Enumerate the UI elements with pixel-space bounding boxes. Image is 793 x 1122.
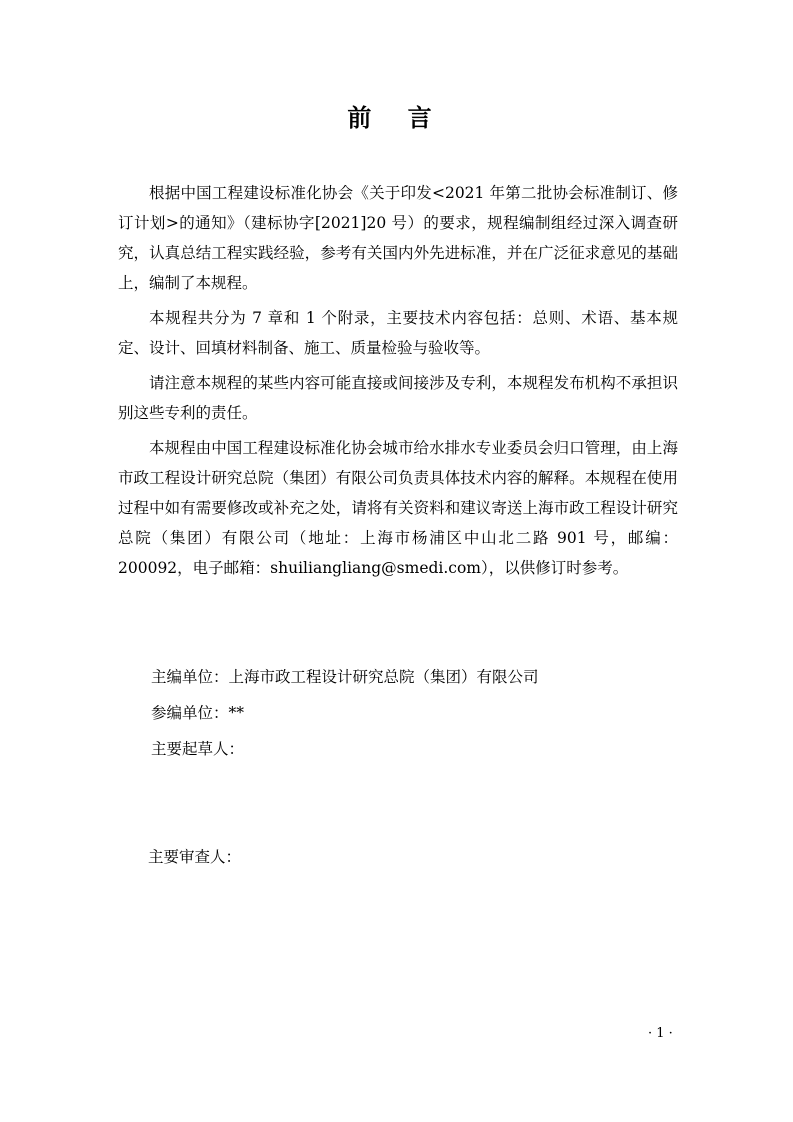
paragraph-management: 本规程由中国工程建设标准化协会城市给水排水专业委员会归口管理，由上海市政工程设计研究总院（集团）有限公司负责具体技术内容的解释。本规程在使用过程中如有需要修改或补充之处，请将有关资料和建议寄送上海市政工程设计研究总院（集团）有限公司（地址：上海市杨浦区中山北二路 901 号，邮编：200092，电子邮箱：shuiliangliang@smedi.com），以供修订时参考。 [118,439,678,577]
main-reviewers: 主要审查人： [148,848,242,866]
paragraph-basis: 根据中国工程建设标准化协会《关于印发<2021 年第二批协会标准制订、修订计划>的通知》（建标协字[2021]20 号）的要求，规程编制组经过深入调查研究，认真总结工程实践经验，参考有关国内外先进标准，并在广泛征求意见的基础上，编制了本规程。 [118,184,678,292]
chief-editor-unit: 主编单位：上海市政工程设计研究总院（集团）有限公司 [151,668,539,686]
co-editor-unit: 参编单位：** [151,704,245,722]
main-drafters: 主要起草人： [151,740,245,758]
page-number: · 1 · [648,1026,673,1041]
page-title: 前 言 [347,103,446,132]
preface-body [118,178,678,588]
paragraph-contents: 本规程共分为 7 章和 1 个附录，主要技术内容包括：总则、术语、基本规定、设计、回填材料制备、施工、质量检验与验收等。 [118,309,678,357]
paragraph-patent-notice: 请注意本规程的某些内容可能直接或间接涉及专利，本规程发布机构不承担识别这些专利的责任。 [118,374,678,422]
